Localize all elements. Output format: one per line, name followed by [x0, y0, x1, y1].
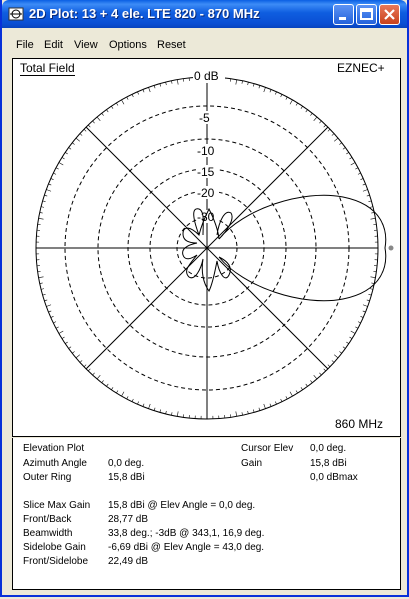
- ring-tick: [363, 190, 368, 192]
- ring-tick: [370, 277, 375, 278]
- azimuth-label: Azimuth Angle: [23, 458, 87, 469]
- ring-tick: [160, 84, 161, 87]
- ring-tick: [53, 173, 56, 174]
- ring-tick: [346, 152, 348, 154]
- ring-tick: [328, 129, 330, 131]
- cursor-elev-value: 0,0 deg.: [310, 443, 347, 454]
- ring-tick: [59, 331, 63, 334]
- ring-tick: [48, 311, 51, 312]
- ring-tick: [371, 283, 374, 284]
- close-icon: [380, 5, 399, 24]
- ring-tick: [137, 92, 138, 95]
- ring-tick: [334, 355, 338, 358]
- ring-tick: [332, 360, 334, 362]
- ring-tick: [166, 411, 167, 414]
- ring-tick: [360, 178, 363, 179]
- ring-tick: [76, 138, 80, 141]
- plot-app-icon: [8, 6, 24, 22]
- ring-tick: [286, 97, 287, 100]
- ring-label-30: -30: [197, 210, 215, 224]
- ring-tick: [143, 404, 144, 407]
- ring-tick: [143, 89, 144, 92]
- ring-tick: [368, 201, 371, 202]
- sidelobe-gain-value: -6,69 dBi @ Elev Angle = 43,0 deg.: [108, 542, 265, 553]
- ring-tick: [65, 342, 67, 344]
- ring-tick: [177, 411, 178, 416]
- ring-tick: [253, 84, 254, 87]
- ring-tick: [127, 396, 128, 399]
- cursor-marker[interactable]: [389, 246, 394, 251]
- info-panel: [12, 438, 401, 590]
- ring-tick: [44, 300, 47, 301]
- ring-tick: [132, 94, 133, 97]
- ring-tick: [370, 289, 373, 290]
- ring-tick: [324, 125, 326, 127]
- ring-tick: [56, 327, 59, 328]
- ring-tick: [72, 351, 74, 353]
- ring-tick: [43, 294, 46, 295]
- field-label: Total Field: [20, 61, 75, 75]
- ring-tick: [349, 337, 352, 339]
- ring-tick: [324, 369, 326, 371]
- menu-edit[interactable]: Edit: [44, 39, 63, 51]
- ring-tick: [160, 409, 161, 412]
- ring-tick: [301, 106, 303, 108]
- ring-tick: [88, 125, 90, 127]
- ring-tick: [69, 147, 71, 149]
- gain-label: Gain: [241, 458, 263, 469]
- ring-tick: [281, 399, 282, 402]
- ring-tick: [76, 355, 80, 358]
- ring-tick: [275, 401, 276, 404]
- menu-options[interactable]: Options: [109, 39, 147, 51]
- ring-tick: [46, 305, 51, 307]
- ring-tick: [166, 82, 167, 85]
- ring-tick: [171, 81, 172, 84]
- brand-label: EZNEC+: [337, 61, 385, 75]
- front-back-label: Front/Back: [23, 514, 72, 525]
- menu-view[interactable]: View: [74, 39, 98, 51]
- ring-label-20: -20: [197, 186, 215, 200]
- ring-tick: [132, 399, 133, 402]
- ring-tick: [314, 375, 317, 379]
- ring-tick: [93, 121, 95, 123]
- ring-tick: [106, 384, 108, 386]
- ring-tick: [154, 85, 155, 88]
- ring-tick: [154, 408, 155, 411]
- ring-tick: [44, 195, 47, 196]
- ring-tick: [270, 404, 271, 407]
- ring-tick: [177, 80, 178, 85]
- ring-tick: [62, 157, 65, 159]
- menu-reset[interactable]: Reset: [157, 39, 186, 51]
- ring-tick: [127, 97, 128, 100]
- ring-tick: [116, 390, 118, 393]
- ring-tick: [367, 195, 370, 196]
- ring-tick: [314, 117, 317, 121]
- ring-tick: [40, 283, 43, 284]
- ring-tick: [236, 80, 237, 85]
- ring-tick: [368, 294, 371, 295]
- ring-tick: [351, 331, 355, 334]
- azimuth-value: 0,0 deg.: [108, 458, 145, 469]
- ring-tick: [48, 184, 51, 185]
- ring-tick: [339, 351, 341, 353]
- window-title: 2D Plot: 13 + 4 ele. LTE 820 - 870 MHz: [29, 6, 260, 21]
- polar-plot[interactable]: [12, 58, 401, 437]
- minimize-icon: [334, 5, 353, 24]
- gain-max-value: 0,0 dBmax: [310, 472, 358, 483]
- ring-tick: [51, 178, 54, 179]
- ring-tick: [84, 365, 86, 367]
- ring-tick: [242, 412, 243, 415]
- ring-tick: [84, 129, 86, 131]
- ring-tick: [97, 117, 100, 121]
- ring-tick: [242, 81, 243, 84]
- ring-label-15: -15: [197, 165, 215, 179]
- outer-ring-label: Outer Ring: [23, 472, 72, 483]
- sidelobe-gain-label: Sidelobe Gain: [23, 542, 86, 553]
- ring-tick: [116, 103, 118, 106]
- ring-tick: [328, 365, 330, 367]
- ring-tick: [343, 147, 345, 149]
- ring-tick: [41, 207, 44, 208]
- ring-tick: [343, 347, 345, 349]
- ring-tick: [69, 347, 71, 349]
- title-bar[interactable]: [2, 0, 407, 28]
- ring-tick: [310, 380, 312, 382]
- ring-tick: [43, 201, 46, 202]
- ring-tick: [46, 190, 51, 192]
- ring-tick: [72, 143, 74, 145]
- frequency-label: 860 MHz: [335, 417, 384, 431]
- ring-tick: [319, 121, 321, 123]
- ring-tick: [93, 373, 95, 375]
- ring-tick: [248, 82, 249, 85]
- ring-tick: [41, 289, 44, 290]
- outer-ring-value: 15,8 dBi: [108, 472, 145, 483]
- ring-tick: [363, 305, 368, 307]
- ring-tick: [367, 300, 370, 301]
- ring-label-5: -5: [199, 111, 210, 125]
- menu-file[interactable]: File: [16, 39, 34, 51]
- ring-tick: [296, 103, 298, 106]
- ring-tick: [122, 100, 125, 104]
- ring-tick: [39, 277, 44, 278]
- polar-plot-canvas: [13, 59, 400, 436]
- ring-tick: [106, 110, 108, 112]
- ring-tick: [97, 375, 100, 379]
- slice-max-gain-label: Slice Max Gain: [23, 500, 91, 511]
- ring-tick: [59, 163, 63, 166]
- ring-tick: [264, 404, 266, 409]
- ring-tick: [270, 89, 271, 92]
- ring-tick: [65, 152, 67, 154]
- ring-tick: [80, 134, 82, 136]
- maximize-icon: [357, 5, 376, 24]
- ring-tick: [301, 387, 303, 389]
- ring-tick: [370, 218, 375, 219]
- ring-tick: [80, 360, 82, 362]
- ring-tick: [56, 168, 59, 169]
- plot-type: Elevation Plot: [23, 443, 85, 454]
- ring-tick: [102, 380, 104, 382]
- ring-tick: [149, 404, 151, 409]
- ring-tick: [360, 316, 363, 317]
- front-sidelobe-value: 22,49 dB: [108, 556, 149, 567]
- ring-tick: [306, 110, 308, 112]
- ring-tick: [88, 369, 90, 371]
- ring-tick: [334, 138, 338, 141]
- ring-tick: [363, 311, 366, 312]
- maximize-button[interactable]: [356, 4, 377, 25]
- front-back-value: 28,77 dB: [108, 514, 149, 525]
- ring-label-10: -10: [197, 144, 215, 158]
- menu-bar: [4, 36, 405, 56]
- front-sidelobe-label: Front/Sidelobe: [23, 556, 89, 567]
- ring-tick: [122, 392, 125, 396]
- ring-tick: [358, 322, 361, 323]
- ring-tick: [62, 337, 65, 339]
- beamwidth-label: Beamwidth: [23, 528, 73, 539]
- ring-tick: [137, 401, 138, 404]
- ring-tick: [39, 218, 44, 219]
- ring-tick: [290, 100, 293, 104]
- ring-tick: [111, 106, 113, 108]
- ring-tick: [275, 92, 276, 95]
- ring-label-0db: 0 dB: [194, 69, 219, 83]
- ring-tick: [281, 94, 282, 97]
- ring-tick: [296, 390, 298, 393]
- ring-tick: [363, 184, 366, 185]
- ring-tick: [306, 384, 308, 386]
- ring-tick: [332, 134, 334, 136]
- ring-tick: [171, 412, 172, 415]
- ring-tick: [349, 157, 352, 159]
- ring-tick: [358, 173, 361, 174]
- ring-tick: [355, 327, 358, 328]
- ring-tick: [319, 373, 321, 375]
- cursor-elev-label: Cursor Elev: [241, 443, 294, 454]
- ring-tick: [259, 408, 260, 411]
- ring-tick: [53, 322, 56, 323]
- ring-tick: [149, 87, 151, 92]
- gain-value: 15,8 dBi: [310, 458, 347, 469]
- ring-tick: [248, 411, 249, 414]
- ring-tick: [259, 85, 260, 88]
- ring-tick: [253, 409, 254, 412]
- ring-tick: [310, 113, 312, 115]
- ring-tick: [40, 212, 43, 213]
- ring-tick: [236, 411, 237, 416]
- ring-tick: [102, 113, 104, 115]
- close-button[interactable]: [379, 4, 400, 25]
- ring-tick: [290, 392, 293, 396]
- ring-tick: [355, 168, 358, 169]
- minimize-button[interactable]: [333, 4, 354, 25]
- slice-max-gain-value: 15,8 dBi @ Elev Angle = 0,0 deg.: [108, 500, 256, 511]
- ring-tick: [264, 87, 266, 92]
- ring-tick: [51, 316, 54, 317]
- ring-tick: [111, 387, 113, 389]
- ring-tick: [371, 212, 374, 213]
- ring-tick: [339, 143, 341, 145]
- ring-tick: [351, 163, 355, 166]
- ring-tick: [346, 342, 348, 344]
- beamwidth-value: 33,8 deg.; -3dB @ 343,1, 16,9 deg.: [108, 528, 265, 539]
- ring-tick: [370, 207, 373, 208]
- ring-tick: [286, 396, 287, 399]
